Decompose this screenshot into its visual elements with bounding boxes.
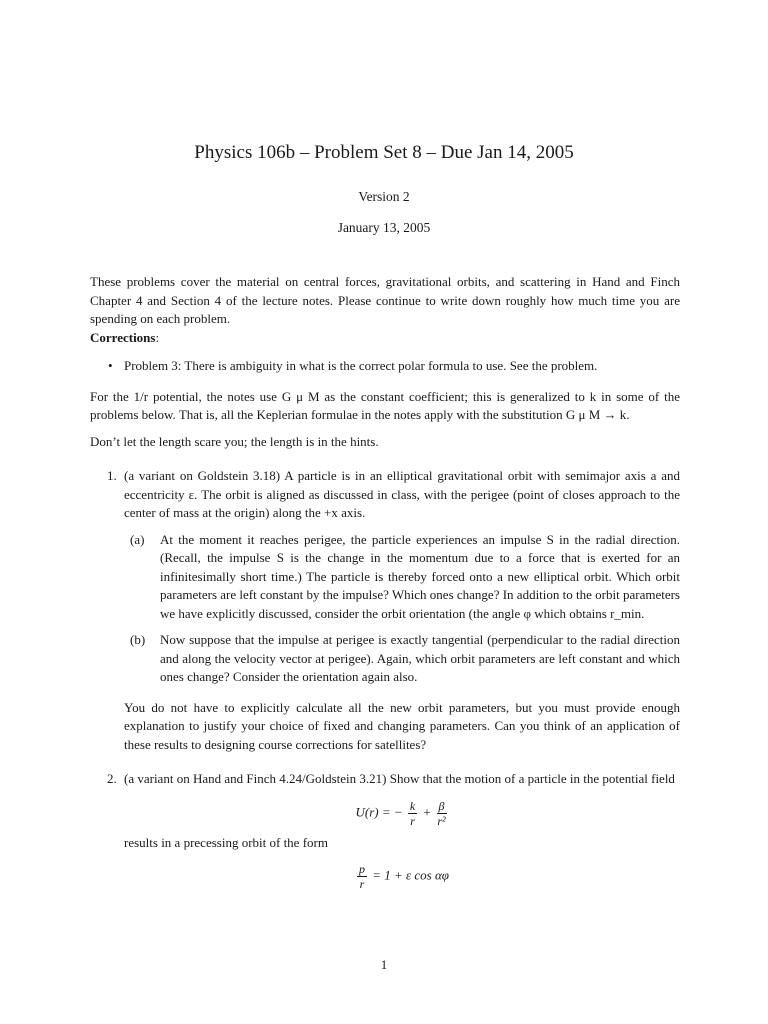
version-label: Version 2 [358, 189, 410, 204]
problem-closing: You do not have to explicitly calculate all the new orbit parameters, but you must provide enough explanation to justify your choice of fixed and changing parameters. Can you think of an application of these results to designing course corrections for satellites? [124, 699, 680, 752]
denominator: r² [437, 813, 446, 828]
numerator: k [409, 798, 416, 813]
document-body [90, 273, 680, 897]
page-number: 1 [380, 957, 388, 972]
numerator: β [438, 798, 445, 813]
numerator: p [358, 862, 365, 876]
problem-text: (a variant on Hand and Finch 4.24/Goldstein 3.21) Show that the motion of a particle in the potential field [124, 771, 675, 786]
part-text: Now suppose that the impulse at perigee is exactly tangential (perpendicular to the radial direction and along the velocity vector at perigee). Again, which orbit parameters are left constant and which ones change? Consider the orientation again also. [160, 632, 680, 684]
corrections-colon: : [155, 329, 160, 345]
potential-paragraph: For the 1/r potential, the notes use G μ M as the constant coefficient; this is generalized to k in some of the problems below. That is, all the Keplerian formulae in the notes apply with the substitution G μ M → k. [90, 388, 680, 422]
problem-mid-text: results in a precessing orbit of the form [124, 834, 328, 850]
equation-potential [124, 799, 680, 828]
corrections-heading [90, 329, 680, 348]
denominator: r [359, 877, 365, 891]
fraction-k-over-r [408, 799, 417, 828]
fraction-beta-over-r2 [437, 799, 447, 828]
correction-text: Problem 3: There is ambiguity in what is the correct polar formula to use. See the problem. [124, 358, 598, 373]
eq-lhs: U(r) = − [355, 803, 403, 819]
eq-rhs: = 1 + ε cos αφ [372, 867, 449, 883]
equation-orbit [124, 862, 680, 891]
problem-part-a [124, 531, 680, 624]
part-label: (b) [130, 632, 146, 647]
problem-1 [90, 467, 680, 754]
page-title: Physics 106b – Problem Set 8 – Due Jan 14, 2005 [194, 142, 574, 163]
problem-2 [90, 770, 680, 897]
problem-text: (a variant on Goldstein 3.18) A particle is in an elliptical gravitational orbit with semimajor axis a and eccentricity ε. The orbit is aligned as discussed in class, with the perigee (point of closes approach to the center of mass at the origin) along the +x axis. [124, 468, 680, 520]
corrections-label: Corrections [90, 329, 156, 345]
problem-part-b [124, 631, 680, 687]
part-label: (a) [130, 531, 145, 547]
correction-bullet [108, 357, 680, 376]
length-paragraph: Don’t let the length scare you; the length is in the hints. [90, 433, 379, 449]
fraction-p-over-r [357, 862, 367, 891]
intro-paragraph: These problems cover the material on central forces, gravitational orbits, and scattering in Hand and Finch Chapter 4 and Section 4 of the lecture notes. Please continue to write down roughly how much time you are spending on each problem. [90, 274, 680, 326]
eq-plus: + [422, 803, 432, 819]
denominator: r [410, 813, 415, 828]
problem-number: 1. [107, 468, 117, 483]
part-text: At the moment it reaches perigee, the particle experiences an impulse S in the radial direction. (Recall, the impulse S is the change in the momentum due to a force that is exerted for an infinitesimally short time.) The particle is thereby forced onto a new elliptical orbit. Which orbit parameters are left constant by the impulse? Which ones change? In addition to the orbit parameters we have explicitly discussed, consider the orbit orientation (the angle φ which obtains r_min. [160, 531, 680, 621]
date-label: January 13, 2005 [337, 220, 431, 235]
problem-number: 2. [107, 771, 117, 786]
bullet-icon: • [108, 358, 113, 373]
